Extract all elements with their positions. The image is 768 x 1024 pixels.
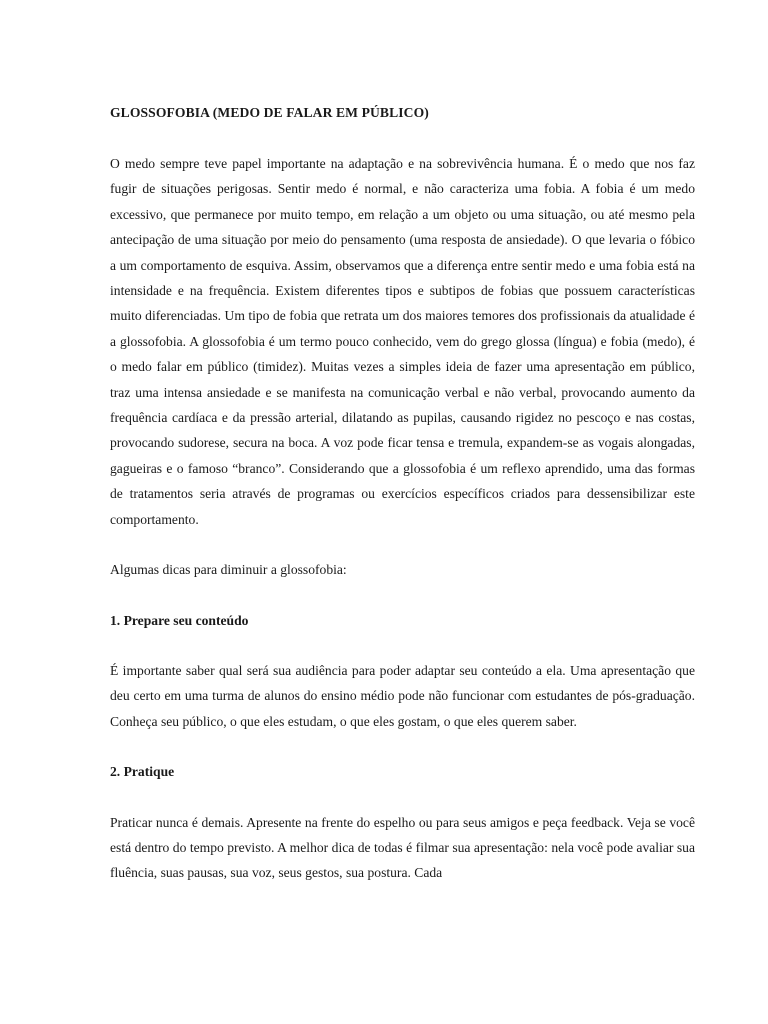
section-heading-prepare-content: 1. Prepare seu conteúdo: [110, 612, 249, 628]
spacer: [110, 633, 695, 658]
spacer: [110, 734, 695, 759]
spacer: [110, 123, 695, 151]
document-title: GLOSSOFOBIA (MEDO DE FALAR EM PÚBLICO): [110, 105, 429, 120]
tips-intro: Algumas dicas para diminuir a glossofobia:: [110, 562, 347, 578]
spacer: [110, 532, 695, 557]
section-body-prepare-content: É importante saber qual será sua audiência para poder adaptar seu conteúdo a ela. Uma apresentação que deu certo em uma turma de alunos do ensino médio pode não funcionar com estudantes de pós-graduação. Conheça seu público, o que eles estudam, o que eles gostam, o que eles querem saber.: [110, 662, 695, 729]
section-body-practice: Praticar nunca é demais. Apresente na frente do espelho ou para seus amigos e peça feedback. Veja se você está dentro do tempo previsto. A melhor dica de todas é filmar sua apresentação: nela você pode avaliar sua fluência, suas pausas, sua voz, seus gestos, sua postura. Cada: [110, 814, 695, 881]
document-body: [110, 103, 695, 886]
section-heading-practice: 2. Pratique: [110, 764, 175, 780]
spacer: [110, 785, 695, 810]
spacer: [110, 583, 695, 608]
intro-paragraph: O medo sempre teve papel importante na adaptação e na sobrevivência humana. É o medo que nos faz fugir de situações perigosas. Sentir medo é normal, e não caracteriza uma fobia. A fobia é um medo excessivo, que permanece por muito tempo, em relação a um objeto ou uma situação, ou até mesmo pela antecipação de uma situação por meio do pensamento (uma resposta de ansiedade). O que levaria o fóbico a um comportamento de esquiva. Assim, observamos que a diferença entre sentir medo e uma fobia está na intensidade e na frequência. Existem diferentes tipos e subtipos de fobias que possuem características muito diferenciadas. Um tipo de fobia que retrata um dos maiores temores dos profissionais da atualidade é a glossofobia. A glossofobia é um termo pouco conhecido, vem do grego glossa (língua) e fobia (medo), é o medo falar em público (timidez). Muitas vezes a simples ideia de fazer uma apresentação em público, traz uma intensa ansiedade e se manifesta na comunicação verbal e não verbal, provocando aumento da frequência cardíaca e da pressão arterial, dilatando as pupilas, causando rigidez no pescoço e nas costas, provocando sudorese, secura na boca. A voz pode ficar tensa e tremula, expandem-se as vogais alongadas, gagueiras e o famoso “branco”. Considerando que a glossofobia é um reflexo aprendido, uma das formas de tratamentos seria através de programas ou exercícios específicos criados para dessensibilizar este comportamento.: [110, 156, 695, 527]
